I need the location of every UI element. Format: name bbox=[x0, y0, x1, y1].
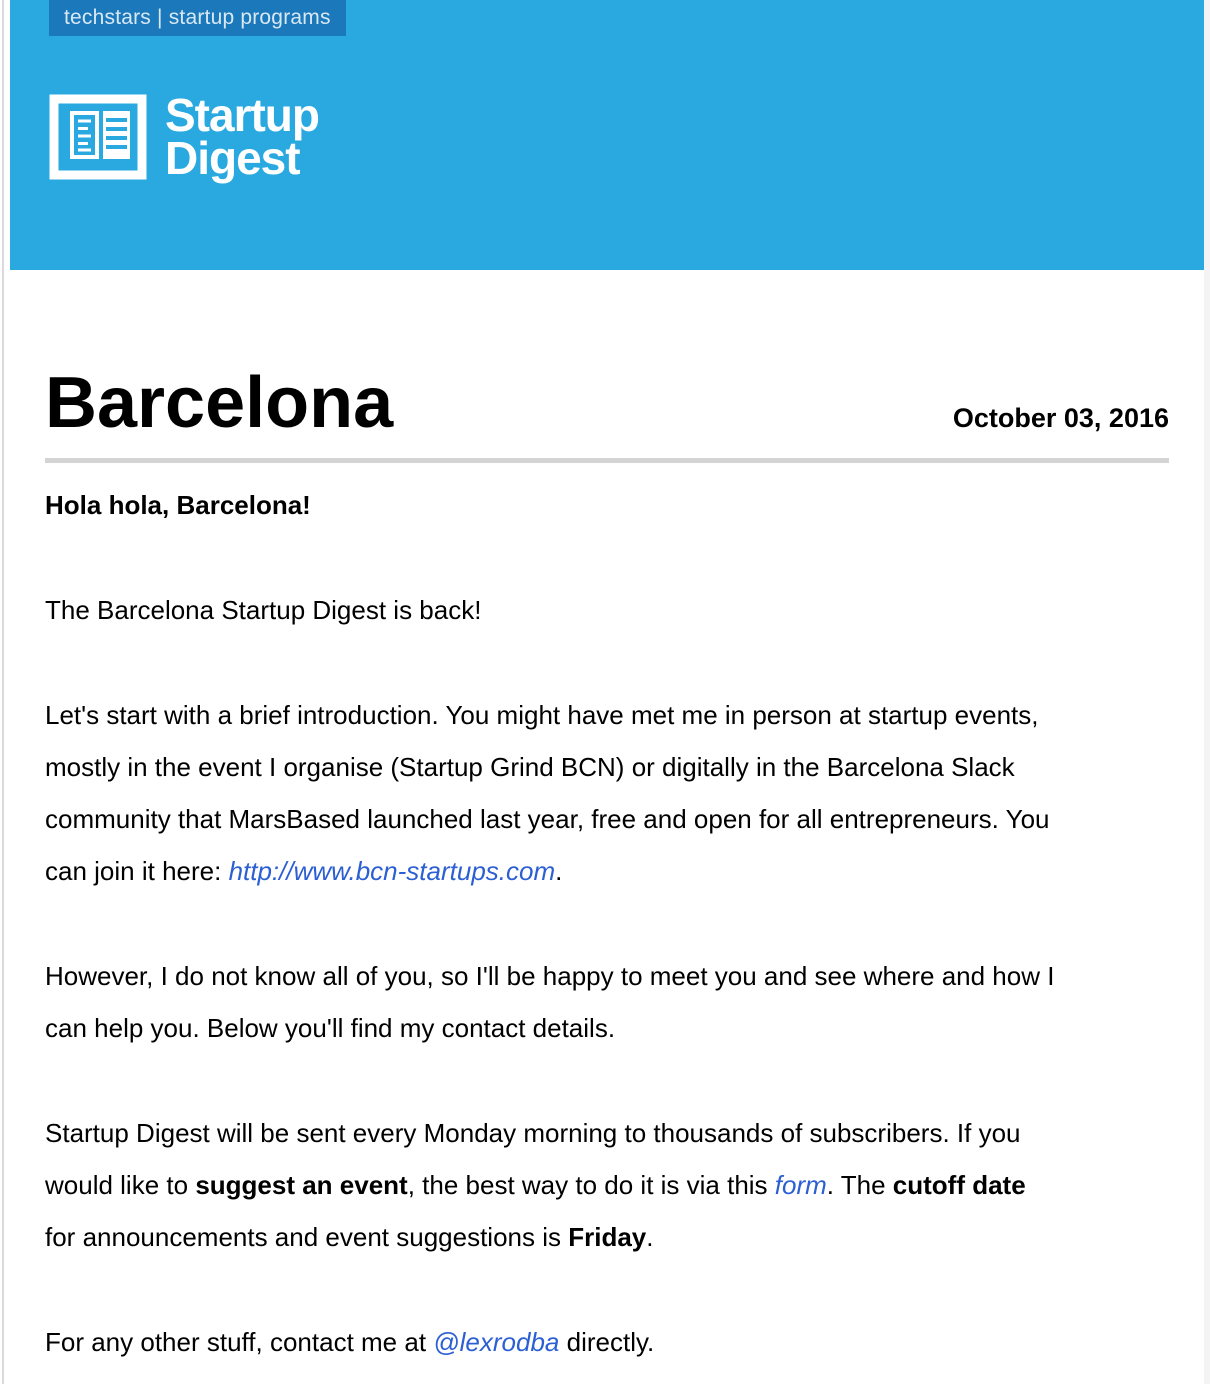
suggestion-form-link[interactable]: form bbox=[774, 1170, 827, 1200]
right-gutter bbox=[1204, 0, 1210, 1384]
contact-prefix: For any other stuff, contact me at bbox=[45, 1327, 434, 1357]
lexrodba-link[interactable]: @lexrodba bbox=[433, 1327, 560, 1357]
intro-paragraph: The Barcelona Startup Digest is back! bbox=[45, 595, 482, 625]
title-row bbox=[45, 365, 1169, 441]
suggest-an-event-bold: suggest an event bbox=[195, 1170, 408, 1200]
about-line-4-prefix: can join it here: bbox=[45, 856, 229, 886]
schedule-line-3 bbox=[45, 1211, 1169, 1263]
about-line-1: Let's start with a brief introduction. You might have met me in person at startup events, bbox=[45, 700, 1039, 730]
email-body bbox=[10, 0, 1204, 1384]
schedule-line-2 bbox=[45, 1159, 1169, 1211]
meet-line-1: However, I do not know all of you, so I'll be happy to meet you and see where and how I bbox=[45, 961, 1055, 991]
meet-line-2: can help you. Below you'll find my contact details. bbox=[45, 1013, 616, 1043]
about-line-2: mostly in the event I organise (Startup Grind BCN) or digitally in the Barcelona Slack bbox=[45, 752, 1015, 782]
contact-suffix: directly. bbox=[559, 1327, 655, 1357]
bcn-startups-link[interactable]: http://www.bcn-startups.com bbox=[228, 856, 556, 886]
schedule-paragraph bbox=[45, 1107, 1169, 1263]
schedule-line-2-after-link: . The bbox=[826, 1170, 893, 1200]
friday-bold: Friday bbox=[568, 1222, 647, 1252]
techstars-badge-label: techstars | startup programs bbox=[64, 6, 331, 29]
page-title: Barcelona bbox=[45, 363, 394, 443]
cutoff-date-bold: cutoff date bbox=[892, 1170, 1026, 1200]
contact-paragraph bbox=[45, 1316, 1169, 1368]
schedule-line-3-suffix: . bbox=[646, 1222, 654, 1252]
email-header bbox=[10, 0, 1204, 270]
about-line-4-suffix: . bbox=[555, 856, 563, 886]
techstars-badge bbox=[49, 0, 346, 36]
title-divider bbox=[45, 458, 1169, 463]
about-paragraph bbox=[45, 689, 1169, 897]
greeting-text: Hola hola, Barcelona! bbox=[45, 490, 311, 520]
about-line-4 bbox=[45, 845, 1169, 897]
content-area bbox=[10, 365, 1204, 1368]
wordmark-line-1: Startup bbox=[165, 89, 319, 141]
stamp-newspaper-icon bbox=[48, 93, 148, 181]
about-line-3: community that MarsBased launched last year, free and open for all entrepreneurs. You bbox=[45, 804, 1050, 834]
wordmark-line-2: Digest bbox=[165, 132, 300, 184]
schedule-line-3-prefix: for announcements and event suggestions is bbox=[45, 1222, 569, 1252]
schedule-line-2-prefix: would like to bbox=[45, 1170, 196, 1200]
issue-date: October 03, 2016 bbox=[952, 403, 1169, 433]
meet-paragraph bbox=[45, 950, 1169, 1054]
left-border-line bbox=[2, 0, 4, 1384]
startup-digest-logo bbox=[48, 89, 1204, 184]
schedule-line-2-mid: , the best way to do it is via this bbox=[407, 1170, 775, 1200]
startup-digest-wordmark bbox=[165, 89, 319, 184]
contact-line bbox=[45, 1316, 1169, 1368]
schedule-line-1: Startup Digest will be sent every Monday morning to thousands of subscribers. If you bbox=[45, 1118, 1021, 1148]
